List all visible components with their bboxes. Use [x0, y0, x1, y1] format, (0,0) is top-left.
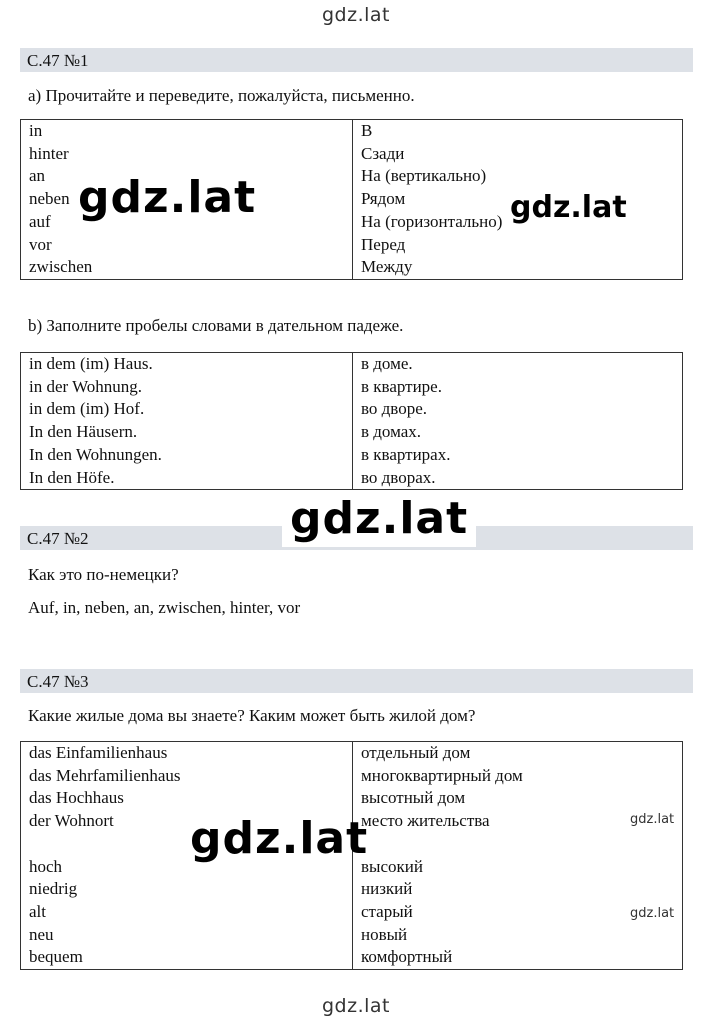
russian-cell: в квартире. [361, 376, 442, 396]
table-row [21, 234, 683, 257]
russian-cell: комфортный [361, 947, 453, 967]
german-cell: zwischen [21, 256, 353, 279]
table-row [21, 143, 683, 166]
russian-cell: старый [361, 901, 413, 921]
russian-cell: в доме. [361, 354, 413, 373]
russian-cell: в домах. [361, 422, 422, 442]
section1-instruction-a: а) Прочитайте и переведите, пожалуйста, письменно. [28, 86, 415, 105]
russian-cell: место жительства [361, 811, 490, 831]
table-row [21, 376, 683, 399]
german-cell: neu [21, 924, 353, 947]
german-cell: alt [21, 901, 353, 924]
table-row [21, 765, 683, 788]
russian-cell: отдельный дом [361, 743, 471, 762]
table-row [21, 444, 683, 467]
german-cell: an [21, 165, 353, 188]
table-row [21, 120, 683, 143]
russian-cell: Перед [361, 234, 406, 254]
watermark-center: gdz.lat [282, 491, 476, 547]
section2-answer: Auf, in, neben, an, zwischen, hinter, vor [28, 598, 301, 617]
russian-cell: В [361, 121, 373, 140]
german-cell: hoch [21, 856, 353, 879]
table-row [21, 353, 683, 376]
russian-cell: новый [361, 924, 408, 944]
russian-cell: На (вертикально) [361, 166, 487, 186]
russian-cell: На (горизонтально) [361, 211, 503, 231]
russian-cell: Рядом [361, 189, 406, 209]
table-dative [20, 352, 683, 490]
section3-question: Какие жилые дома вы знаете? Каким может быть жилой дом? [28, 706, 476, 725]
watermark-table1-right: gdz.lat [510, 190, 627, 225]
russian-cell: во дворах. [361, 467, 436, 487]
german-cell: das Einfamilienhaus [21, 742, 353, 765]
german-cell: neben [21, 188, 353, 211]
russian-cell [353, 833, 683, 856]
german-cell: das Hochhaus [21, 787, 353, 810]
russian-cell: в квартирах. [361, 444, 451, 464]
german-cell: vor [21, 234, 353, 257]
watermark-top: gdz.lat [322, 4, 391, 26]
german-cell: In den Wohnungen. [21, 444, 353, 467]
table-row [21, 742, 683, 765]
watermark-table3-small-2: gdz.lat [630, 906, 675, 921]
watermark-table1-left: gdz.lat [78, 172, 257, 223]
section2-question: Как это по-немецки? [28, 565, 179, 584]
table-row [21, 256, 683, 279]
russian-cell: низкий [361, 879, 413, 899]
russian-cell: Сзади [361, 143, 405, 163]
table-row [21, 787, 683, 810]
german-cell: hinter [21, 143, 353, 166]
german-cell: In den Höfe. [21, 467, 353, 490]
watermark-bottom: gdz.lat [322, 995, 391, 1017]
german-cell: in dem (im) Haus. [21, 353, 353, 376]
russian-cell: высотный дом [361, 788, 466, 808]
german-cell: der Wohnort [21, 810, 353, 833]
table-row [21, 924, 683, 947]
watermark-table3-center: gdz.lat [190, 813, 369, 864]
section2-heading: С.47 №2 [20, 526, 693, 550]
german-cell: in dem (im) Hof. [21, 398, 353, 421]
russian-cell: многоквартирный дом [361, 765, 523, 785]
table-row [21, 878, 683, 901]
german-cell: niedrig [21, 878, 353, 901]
russian-cell: высокий [361, 856, 423, 876]
table-row [21, 398, 683, 421]
table-row [21, 467, 683, 490]
german-cell: In den Häusern. [21, 421, 353, 444]
table-row [21, 901, 683, 924]
table-row [21, 946, 683, 969]
section1-heading: С.47 №1 [20, 48, 693, 72]
section3-heading: С.47 №3 [20, 669, 693, 693]
german-cell: das Mehrfamilienhaus [21, 765, 353, 788]
russian-cell: во дворе. [361, 399, 428, 419]
german-cell: in [21, 120, 353, 143]
german-cell: auf [21, 211, 353, 234]
russian-cell: Между [361, 257, 413, 277]
section1-instruction-b: b) Заполните пробелы словами в дательном падеже. [28, 316, 404, 335]
table-row [21, 421, 683, 444]
german-cell: in der Wohnung. [21, 376, 353, 399]
watermark-table3-small-1: gdz.lat [630, 812, 675, 827]
german-cell: bequem [21, 946, 353, 969]
